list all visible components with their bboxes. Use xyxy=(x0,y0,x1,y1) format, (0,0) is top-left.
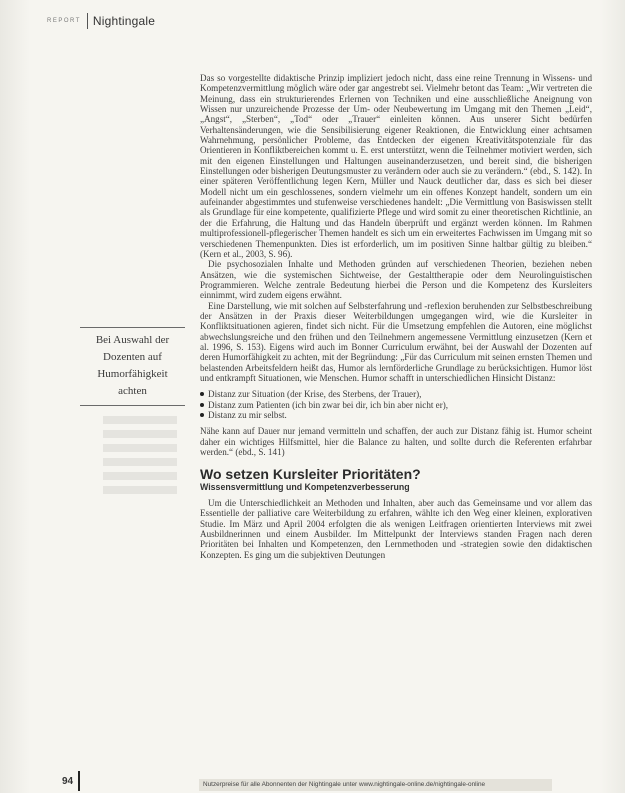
bullet-text: Distanz zum Patienten (ich bin zwar bei dir, ich bin aber nicht er), xyxy=(208,399,449,410)
bullet-text: Distanz zu mir selbst. xyxy=(208,410,287,420)
bullet-list xyxy=(200,389,592,420)
bullet-icon xyxy=(200,392,204,396)
section-subheading: Wissensvermittlung und Kompetenzverbesserung xyxy=(200,481,410,492)
header-divider xyxy=(87,13,88,29)
bullet-text: Distanz zur Situation (der Krise, des Sterbens, der Trauer), xyxy=(208,389,422,400)
body-paragraph: Eine Darstellung, wie mit solchen auf Selbsterfahrung und -reflexion beruhenden zur Selbstbeschreibung der Ansätzen in der Praxis dieser Weiterbildungen umgegangen wird, wie die Kursleiter in Konfliktsituationen agieren, findet sich nicht. Für die Umsetzung empfehlen die Autoren, eine möglichst abwechslungsreiche und den frühen und den Teilnehmern angemessene Vermittlung einzusetzen (Kern et al. 1996, S. 153). Eigens wird auch im Bonner Curriculum erwähnt, bei der Auswahl der Dozenten auf deren Humorfähigkeit zu achten, mit der Begründung: „Für das Curriculum mit seinen ernsten Themen und belastenden Arbeitsfeldern heißt das, Humor als lernförderliche Grundlage zu berücksichtigen. Humor löst und entkrampft Situationen, wie Menschen. Humor schafft in unterschiedlichen Hinsicht Distanz: xyxy=(200,300,592,383)
body-paragraph: Das so vorgestellte didaktische Prinzip impliziert jedoch nicht, dass eine reine Trennung in Wissens- und Kompetenzvermittlung möglich wäre oder gar angestrebt sei. Vielmehr betont das Team: „Wir vertreten die Meinung, dass ein strukturierendes Erlernen von Techniken und eine ausschließliche Aneignung von Wissen nur unzureichende Prozesse der Um- oder Neubewertung im Umgang mit den Themen „Leid“, „Angst“, „Sterben“, „Tod“ oder „Trauer“ einleiten können. Aus unserer Sicht bedürfen Verhaltensänderungen, wie die Sensibilisierung eigener Reaktionen, die Entwicklung einer achtsamen Wahrnehmung, persönlicher Probleme, das Entdecken der eigenen Kreativitätspotenziale für das Orientieren in Konfliktbereichen kommt u. E. erst unterstützt, wenn die Teilnehmer motiviert werden, sich mit den eigenen Einstellungen und Haltungen auseinanderzusetzen, und bereit sind, die bisherigen Einstellungen oder bisherigen Deutungsmuster zu verändern oder auch sie zu verändern.“ (ebd., S. 142). In einer späteren Veröffentlichung legen Kern, Müller und Nauck deutlicher dar, dass es sich bei dieser Modell nicht um ein geschlossenes, sondern vielmehr um ein offenes Konzept handelt, sondern um ein aufeinander abgestimmtes und stufenweise verschiedenes handelt: „Die Vermittlung von Basiswissen stellt als Grundlage für eine kompetente, qualifizierte Pflege und wird somit zu einer theoretischen Richtlinie, an der die Erfahrung, die Haltung und das Handeln überprüft und ergänzt werden können. Im Rahmen multiprofessionell-pflegerischer Themen handelt es sich um ein erweitertes Fachwissen im Umgang mit so verschiedenen Themenpunkten. Dies ist erforderlich, um im positiven Sinne haltbar gültig zu bleiben.“ (Kern et al., 2003, S. 96). xyxy=(200,73,592,259)
margin-note-line: Dozenten auf xyxy=(103,351,162,363)
article-body xyxy=(200,73,592,560)
bullet-item xyxy=(200,400,592,410)
header-journal-title: Nightingale xyxy=(92,14,156,28)
body-paragraph: Um die Unterschiedlichkeit an Methoden und Inhalten, aber auch das Gemeinsame und vor allem das Essentielle der palliative care Weiterbildung zu erfahren, wählte ich den Weg einer kleinen, explorativen Studie. Im März und April 2004 erfolgten die als wenigen Leitfragen orientierten Interviews mit zwei Ausbildnerinnen und einem Ausbilder. Im Mittelpunkt der Interviews standen Fragen nach deren Prioritäten bei Inhalten und Kompetenzen, den Lernmethoden und -strategien sowie den didaktischen Konzepten. Es ging um die subjektiven Deutungen xyxy=(200,498,592,560)
footer-notice: Nutzerpreise für alle Abonnenten der Nightingale unter www.nightingale-online.de/nightingale-online xyxy=(199,779,552,791)
footer-rule xyxy=(78,771,80,791)
body-paragraph: Die psychosozialen Inhalte und Methoden gründen auf verschiedenen Theorien, beziehen neben Ansätzen, wie die systemischen Sichtweise, der Gestalttherapie oder dem Neurolinguistischen Programmieren. Welche zentrale Bedeutung hierbei die Person und die Kompetenz des Kursleiters einnimmt, wird zudem eigens erwähnt. xyxy=(200,259,592,301)
body-paragraph: Nähe kann auf Dauer nur jemand vermitteln und schaffen, der auch zur Distanz fähig ist. Humor scheint daher ein wichtiges Hilfsmittel, hier die Balance zu halten, und sollte durch die Referenten erfahrbar werden.“ (ebd., S. 141) xyxy=(200,426,592,458)
margin-note-line: Bei Auswahl der xyxy=(95,334,170,346)
page-number: 94 xyxy=(62,776,74,787)
bullet-item xyxy=(200,389,592,399)
header-section-tag: REPORT xyxy=(47,18,81,24)
margin-pull-quote xyxy=(80,327,185,406)
show-through-shadow xyxy=(95,410,185,500)
bullet-icon xyxy=(200,413,204,417)
margin-note-line: Humorfähigkeit xyxy=(97,368,168,380)
bullet-item xyxy=(200,410,592,420)
section-heading: Wo setzen Kursleiter Prioritäten? xyxy=(200,466,421,483)
running-header xyxy=(47,10,607,32)
margin-note-line: achten xyxy=(118,385,147,397)
bullet-icon xyxy=(200,403,204,407)
